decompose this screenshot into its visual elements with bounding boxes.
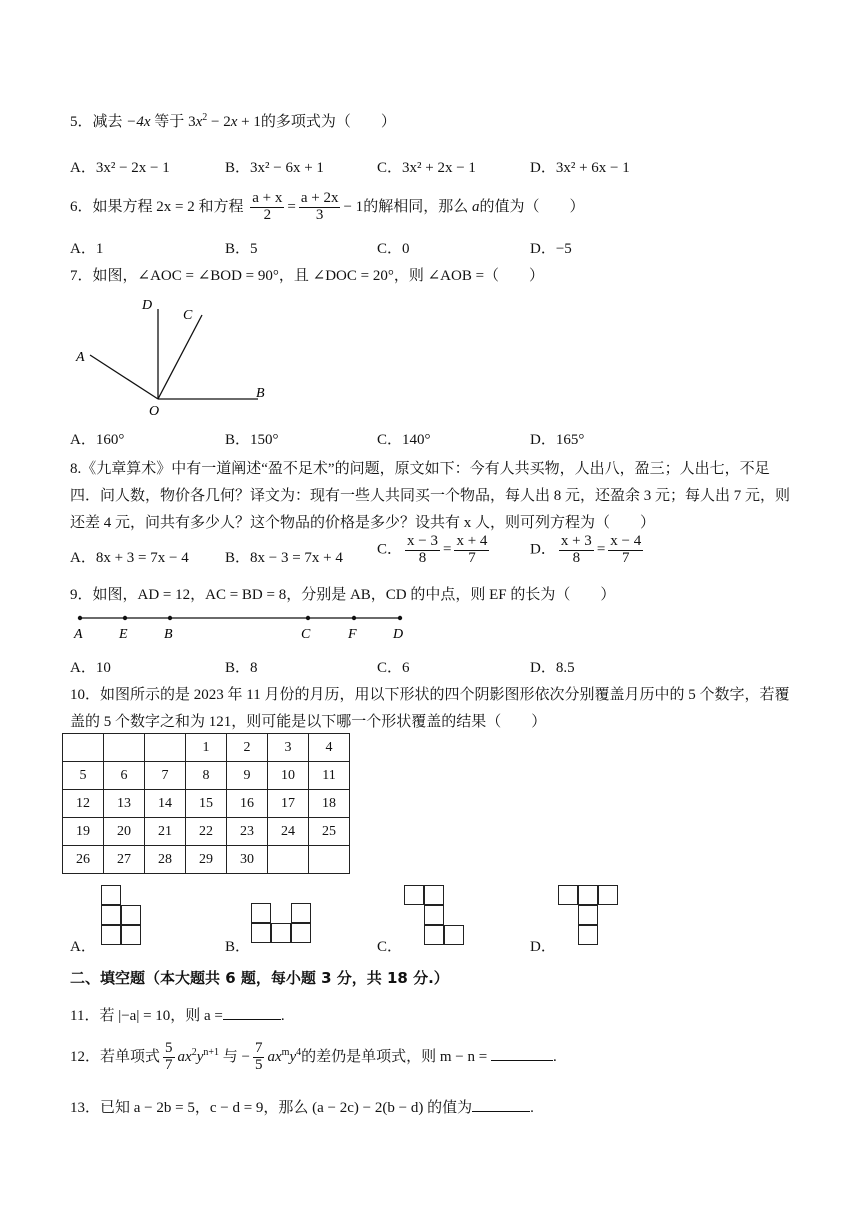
q6-var: a — [471, 199, 480, 215]
q8-line-3: 还差 4 元，问共有多少人？这个物品的价格是多少？设共有 x 人，则可列方程为（ ） — [70, 515, 656, 531]
calendar-row — [63, 762, 350, 790]
q8-option-d-label: D． — [530, 541, 556, 558]
q5-option-b[interactable]: B．3x² − 6x + 1 — [225, 160, 324, 176]
q6-option-b[interactable]: B．5 — [225, 241, 258, 257]
q8-option-d[interactable]: D． $\frac{x + 3}{8}$ = $\frac{x - 4}{7}$ — [530, 533, 642, 566]
calendar-cell: 16 — [227, 790, 268, 818]
calendar-cell — [309, 846, 350, 874]
q10-line-2: 盖的 5 个数字之和为 121，则可能是以下哪一个形状覆盖的结果（ ） — [70, 714, 547, 730]
calendar-cell — [145, 734, 186, 762]
calendar-cell: 11 — [309, 762, 350, 790]
q12-answer-blank[interactable] — [491, 1060, 553, 1061]
point-e — [123, 616, 127, 620]
ray-oa — [90, 355, 158, 399]
label-e: E — [119, 627, 128, 642]
calendar-cell: 10 — [268, 762, 309, 790]
q5-option-a[interactable]: A．3x² − 2x − 1 — [70, 160, 170, 176]
calendar-cell: 2 — [227, 734, 268, 762]
calendar-cell: 27 — [104, 846, 145, 874]
q10-option-b[interactable]: B． — [225, 939, 251, 955]
q7-option-d[interactable]: D．165° — [530, 432, 585, 448]
q7-option-a[interactable]: A．160° — [70, 432, 125, 448]
label-c: C — [301, 627, 311, 642]
q9-option-a[interactable]: A．10 — [70, 660, 111, 676]
q8-option-c[interactable]: C． $\frac{x - 3}{8}$ = $\frac{x + 4}{7}$ — [377, 533, 488, 566]
point-b — [168, 616, 172, 620]
q6-tail: 的值为（ ） — [479, 199, 585, 215]
calendar-cell: 8 — [186, 762, 227, 790]
calendar-cell: 14 — [145, 790, 186, 818]
calendar-cell: 13 — [104, 790, 145, 818]
q5-term: −4x — [126, 114, 151, 130]
q6-frac-right: $\frac{a + 2x}{3}$ — [300, 190, 339, 224]
calendar-cell: 23 — [227, 818, 268, 846]
label-a: A — [76, 350, 85, 365]
calendar-cell: 19 — [63, 818, 104, 846]
point-a — [78, 616, 82, 620]
q5-option-c[interactable]: C．3x² + 2x − 1 — [377, 160, 476, 176]
q12-prefix: 12．若单项式 — [70, 1049, 161, 1065]
calendar-cell: 7 — [145, 762, 186, 790]
label-a: A — [74, 627, 83, 642]
q7-angle-figure — [70, 293, 280, 418]
q10-option-c[interactable]: C． — [377, 939, 403, 955]
calendar-cell: 30 — [227, 846, 268, 874]
q12-mid: 与 — [222, 1049, 238, 1065]
label-c: C — [183, 308, 193, 323]
label-b: B — [164, 627, 173, 642]
calendar-cell — [268, 846, 309, 874]
q6-frac-left: $\frac{a + x}{2}$ — [252, 190, 283, 224]
calendar-cell — [104, 734, 145, 762]
label-o: O — [149, 404, 160, 418]
q6-suffix: 的解相同，那么 — [363, 199, 469, 215]
question-7: 7．如图，∠AOC = ∠BOD = 90°，且 ∠DOC = 20°，则 ∠AOB =（ ） — [70, 268, 545, 284]
q11-prefix: 11．若 |−a| = 10，则 a = — [70, 1008, 223, 1024]
q13-answer-blank[interactable] — [472, 1111, 530, 1112]
question-13 — [70, 1096, 534, 1117]
point-c — [306, 616, 310, 620]
label-b: B — [256, 386, 265, 401]
calendar-cell: 29 — [186, 846, 227, 874]
question-6: 6．如果方程 2x = 2 和方程 $\frac{a + x}{2}$ = $\frac{a + 2x}{3}$ − 1的解相同，那么 a的值为（ ） — [70, 190, 585, 224]
q6-option-d[interactable]: D．−5 — [530, 241, 572, 257]
calendar-row — [63, 818, 350, 846]
question-5 — [70, 110, 396, 131]
calendar-cell: 22 — [186, 818, 227, 846]
calendar-cell: 12 — [63, 790, 104, 818]
calendar-cell: 24 — [268, 818, 309, 846]
calendar-cell: 21 — [145, 818, 186, 846]
q13-end: . — [530, 1100, 534, 1116]
q10-line-1: 10．如图所示的是 2023 年 11 月份的月历，用以下形状的四个阴影图形依次分别覆盖月历中的 5 个数字，若覆 — [70, 687, 790, 703]
q11-suffix: . — [280, 1008, 285, 1024]
shape-b-icon — [251, 903, 315, 947]
q5-prefix: 5．减去 — [70, 114, 123, 130]
q12-coef-1: $\frac{5}{7}$ — [165, 1040, 173, 1074]
question-12: 12．若单项式 $\frac{5}{7}$ $ax^2y^{n+1}$ 与 − $\frac{7}{5}$ $ax^my^4$的差仍是单项式，则 m − n = . — [70, 1040, 557, 1074]
q6-option-c[interactable]: C．0 — [377, 241, 410, 257]
calendar-cell: 18 — [309, 790, 350, 818]
ray-oc — [158, 315, 202, 399]
point-d — [398, 616, 402, 620]
shape-c-icon — [404, 885, 468, 949]
shape-d-icon — [558, 885, 622, 949]
q8-option-a[interactable]: A．8x + 3 = 7x − 4 — [70, 550, 189, 566]
q10-option-a[interactable]: A． — [70, 939, 96, 955]
q12-suffix: 的差仍是单项式，则 m − n = — [301, 1049, 488, 1065]
q8-line-1: 8.《九章算术》中有一道阐述“盈不足术”的问题，原文如下：今有人共买物，人出八，盈三；人出七，不足 — [70, 461, 770, 477]
question-11 — [70, 1004, 285, 1025]
q9-option-c[interactable]: C．6 — [377, 660, 410, 676]
q5-mid: 等于 — [154, 114, 185, 130]
calendar-row — [63, 790, 350, 818]
q5-option-d[interactable]: D．3x² + 6x − 1 — [530, 160, 630, 176]
calendar-cell: 6 — [104, 762, 145, 790]
q7-option-b[interactable]: B．150° — [225, 432, 279, 448]
q11-answer-blank[interactable] — [223, 1019, 281, 1020]
q6-option-a[interactable]: A．1 — [70, 241, 104, 257]
question-9: 9．如图，AD = 12，AC = BD = 8，分别是 AB，CD 的中点，则 EF 的长为（ ） — [70, 587, 616, 603]
q5-poly: $3x^2 - 2x + 1$ — [188, 112, 261, 130]
q9-option-d[interactable]: D．8.5 — [530, 660, 575, 676]
q6-mid: 和方程 — [198, 199, 244, 215]
q13-text: 13．已知 a − 2b = 5，c − d = 9，那么 (a − 2c) − 2(b − d) 的值为 — [70, 1100, 473, 1116]
q5-suffix: 的多项式为（ ） — [260, 114, 396, 130]
label-d: D — [142, 298, 153, 313]
calendar-cell: 3 — [268, 734, 309, 762]
calendar-row — [63, 846, 350, 874]
q6-prefix: 6．如果方程 — [70, 199, 153, 215]
calendar-cell — [63, 734, 104, 762]
label-d: D — [393, 627, 404, 642]
calendar-cell: 5 — [63, 762, 104, 790]
calendar-table — [62, 733, 350, 874]
calendar-cell: 20 — [104, 818, 145, 846]
calendar-cell: 25 — [309, 818, 350, 846]
label-f: F — [348, 627, 357, 642]
q8-line-2: 四．问人数，物价各几何？译文为：现有一些人共同买一个物品，每人出 8 元，还盈余 3 元；每人出 7 元，则 — [70, 488, 791, 504]
q8-option-b[interactable]: B．8x − 3 = 7x + 4 — [225, 550, 343, 566]
q12-coef-2: $\frac{7}{5}$ — [254, 1040, 263, 1074]
q7-option-c[interactable]: C．140° — [377, 432, 431, 448]
q12-end: . — [552, 1049, 557, 1065]
q9-option-b[interactable]: B．8 — [225, 660, 258, 676]
calendar-cell: 15 — [186, 790, 227, 818]
shape-a-icon — [101, 885, 145, 949]
q9-segment-figure — [70, 608, 420, 648]
point-f — [352, 616, 356, 620]
q10-option-d[interactable]: D． — [530, 939, 556, 955]
calendar-row — [63, 734, 350, 762]
q8-option-c-label: C． — [377, 541, 403, 558]
calendar-cell: 26 — [63, 846, 104, 874]
calendar-cell: 17 — [268, 790, 309, 818]
section-2-heading: 二、填空题（本大题共 6 题，每小题 3 分，共 18 分.） — [70, 969, 449, 987]
calendar-cell: 4 — [309, 734, 350, 762]
calendar-cell: 1 — [186, 734, 227, 762]
calendar-cell: 28 — [145, 846, 186, 874]
calendar-cell: 9 — [227, 762, 268, 790]
q6-eq1: 2x = 2 — [156, 199, 195, 215]
